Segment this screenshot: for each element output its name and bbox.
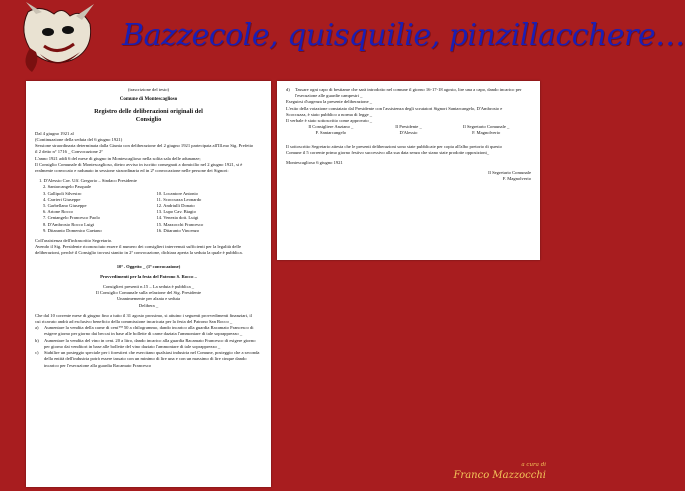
signature-name: F. Magnolverio xyxy=(472,130,501,136)
member-item: 9. Ditaranto Domenico Gaetano xyxy=(43,227,102,233)
registro-title-line2: Consiglio xyxy=(135,115,162,123)
vote-line: Scoccuzza, è stato pubblico a norma di legge _ xyxy=(286,111,373,117)
member-item: 11. Scoccuzza Leonardo xyxy=(156,196,202,202)
signature-names xyxy=(292,130,525,136)
comune-heading: Comune di Montescaglioso xyxy=(119,97,178,103)
member-item: 2. Santarcangelo Pasquale xyxy=(43,184,92,190)
site-title: Bazzecole, quisquilie, pinzillacchere… xyxy=(122,18,685,53)
signature-name: F. Santarcangelo xyxy=(315,130,347,136)
provision-item xyxy=(35,325,262,337)
credit-prefix: a cura di xyxy=(521,462,546,468)
member-item: 5. Garbellano Giuseppe xyxy=(43,203,87,209)
credit-name: Franco Mazzocchi xyxy=(453,470,546,481)
member-item: 13. Lupo Cav. Biagio xyxy=(156,209,196,215)
member-item: 12. Andriulli Donato xyxy=(156,203,195,209)
intro-line: realmente convocato e radunato in sessione straordinaria ed in 2ª convocazione nelle persone dei Signori: xyxy=(35,168,229,174)
author-credit xyxy=(453,462,546,481)
intro-line: Il Consiglio Comunale di Montescaglioso, dietro avviso in iscritto consegnati a domicilio nel 2 giugno 1921, si è xyxy=(35,161,243,167)
body-line: Che dal 10 corrente mese di giugno fino a tutto il 31 agosto prossimo, si attuino i seguenti provvedimenti finanziari, il xyxy=(35,312,252,318)
site-header xyxy=(0,0,685,80)
provvedimenti-heading: Provvedimenti per la festa del Patrono S. Rocco – xyxy=(100,273,197,279)
provision-item xyxy=(286,87,531,99)
certification-line: Comune il 5 corrente primo giorno festivo successivo alla sua data senza che siano state prodotte opposizioni_ xyxy=(286,149,490,155)
consiglieri-line: Delibera _ xyxy=(138,302,159,308)
assist-line: Avendo il Sig. Presidente riconosciuto essere il numero dei consiglieri intervenuti sufficienti per la legalità delle xyxy=(35,244,241,250)
continuation-line: (Continuazione della seduta del 6 giugno 1921) xyxy=(35,137,123,142)
intro-line: il 2 detto n° 1716 _ Convocazione 2ª xyxy=(35,149,103,155)
body-line: cui ricavato andrà ad esclusivo beneficio della commissione incaricata per la festa del Patrono San Rocco _ xyxy=(35,319,233,325)
intro-line: L'anno 1921 addì 6 del mese di giugno in Montescaglioso nella solita sala delle adunanze; xyxy=(35,155,201,161)
provision-item xyxy=(35,338,262,350)
provision-label: d) xyxy=(286,87,290,92)
transcription-note: (trascrizione del testo) xyxy=(127,87,170,92)
provision-text: Aumentare la vendita del vino in cent. 20 a litro, dando incarico alla guardia Racamato Francesco di esigere giorno per giorno dai venditori in base alle bollette del vino daziato l'ammontare di tale soprapprezzo _ xyxy=(44,337,256,349)
provision-label: b) xyxy=(35,337,39,343)
provision-text: Tassare ogni capo di bestiame che sarà introdotto nel comune il giorno 16-17-18 agosto, lire una a capo, dando incarico per l'esecuzione alle guardie campestri _ xyxy=(295,87,522,99)
consiglieri-line: Consiglieri presenti n.15 – La seduta è pubblica _ xyxy=(102,284,195,290)
document-page-right xyxy=(277,81,540,260)
place-date: Montescaglioso 6 giugno 1921 xyxy=(286,160,343,166)
certification-line: Il sottoscritto Segretario attesta che le presenti deliberazioni sono state pubblicate per copia all'albo pretorio di questo xyxy=(286,143,502,149)
oggetto-heading: 10ª . Oggetto _ (1ª convocazione) xyxy=(116,263,181,269)
vote-line: L'esito della votazione constatato dal Presidente con l'assistenza degli scrutatori Signori Santarcangelo, D'Ambrosio e xyxy=(286,105,503,111)
consiglieri-line: Il Consiglio Comunale sulla relazione del Sig. Presidente xyxy=(95,290,202,296)
members-list xyxy=(43,184,262,234)
signature-name: D'Alessio xyxy=(399,130,418,136)
secretary-name: F. Magnolverio xyxy=(502,176,531,182)
member-item: 15. Mazzocchi Francesco xyxy=(156,221,204,227)
signature-title: Il Segretario Comunale _ xyxy=(463,124,510,130)
provision-text: Stabilire un posteggio speciale per i forestieri che esercitano qualsiasi industria nel Comune, posteggio che a seconda della entità dell'industria potrà essere tassato con un minimo di lire una e con un massimo di lire cinque dando incarico per l'esecuzione alla guardia Racamato Francesco xyxy=(44,350,260,368)
date-line: Dal 4 giugno 1921 al xyxy=(35,130,74,136)
president-line: 1. D'Alessio Cav. Uff. Gregorio – Sindaco Presidente xyxy=(39,178,137,184)
member-item: 4. Carrieri Giuseppe xyxy=(43,196,81,202)
provision-label: a) xyxy=(35,325,39,331)
assist-line: deliberazioni, perché il Consiglio trovasi stanito in 2ª convocazione, dichiara aperta la seduta la quale è pubblica. xyxy=(35,250,243,256)
member-item: 8. D'Ambrosio Rocco Luigi xyxy=(43,221,95,227)
member-item: 14. Venezia dott. Luigi xyxy=(156,215,199,221)
document-page-left xyxy=(26,81,271,487)
approval-line: Il verbale è stato sottoscritto come approvato _ xyxy=(286,118,373,124)
signature-title: Il Presidente _ xyxy=(395,124,422,130)
intro-line: Sessione straordinaria determinata dalla Giunta con deliberazione del 2 giugno 1921 partecipata all'Ill.mo Sig. Prefetto xyxy=(35,143,254,149)
signature-title: Il Consigliere Anziano _ xyxy=(308,124,354,130)
registro-title-line1: Registro delle deliberazioni originali del xyxy=(94,107,203,115)
consiglieri-line: Unanimemente per alzata e seduta xyxy=(116,296,180,302)
member-item: 6. Artone Rocco xyxy=(43,209,73,215)
member-item: 7. Centangelo Francesco Paolo xyxy=(43,215,100,221)
provision-text: Aumentare la vendita della carne di cent™ 50 a chilogrammo, dando incarico alla guardia Racamato Francesco di esigere giorno per giorno dai beccai in base alle bollette di carne daziata l'ammontare di tale soprapprezzo _ xyxy=(44,325,254,337)
member-item: 10. Locantore Antonio xyxy=(156,190,198,196)
assist-line: Coll'assistenza dell'infrascritto Segretario. xyxy=(35,238,113,244)
member-item: 16. Ditaranto Vincenzo xyxy=(156,227,200,233)
provision-label: c) xyxy=(35,350,39,356)
secretary-title: Il Segretario Comunale xyxy=(488,170,531,176)
member-item: 3. Gallipoli Silvestro xyxy=(43,190,82,196)
urgency-line: Eseguirsi d'urgenza la presente deliberazione _ xyxy=(286,99,373,105)
devil-mask-icon xyxy=(10,2,106,76)
provision-item xyxy=(35,350,262,369)
